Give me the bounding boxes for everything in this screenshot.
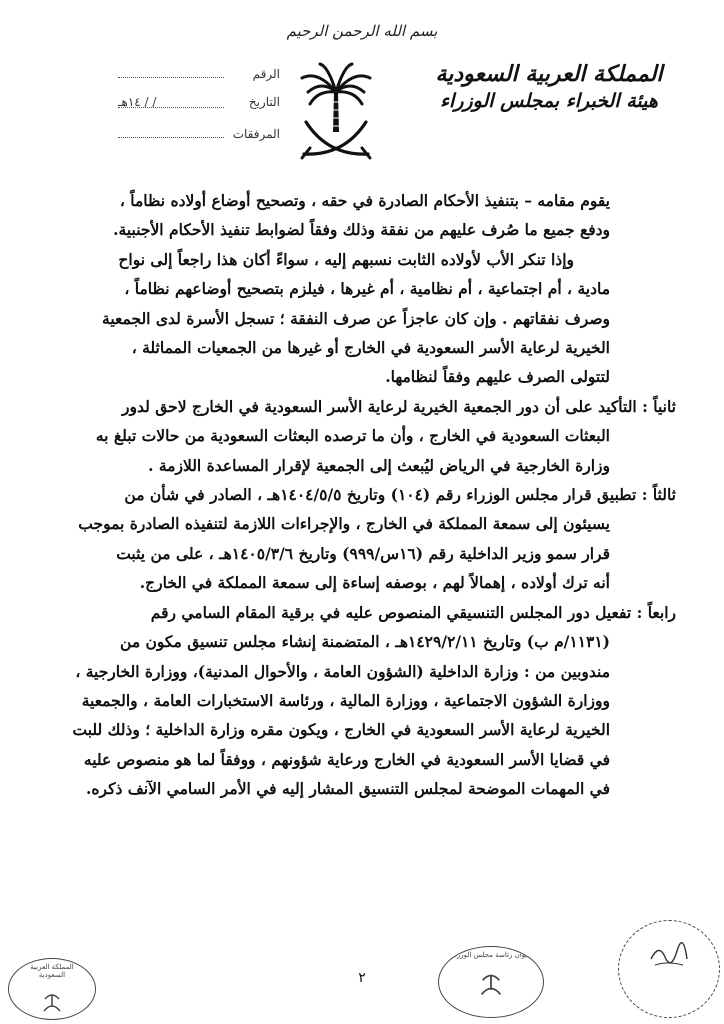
organization-name	[434, 60, 664, 114]
body-line: مادية ، أم اجتماعية ، أم نظامية ، أم غيرها ، فيلزم بتصحيح أوضاعهم نظاماً ،	[124, 279, 610, 299]
body-line: مندوبين من : وزارة الداخلية (الشؤون العامة ، والأحوال المدنية)، ووزارة الخارجية ،	[75, 661, 610, 681]
ref-date-value: / / ١٤هـ	[118, 95, 224, 108]
body-line: وإذا تنكر الأب لأولاده الثابت نسبهم إليه ، سواءً أكان هذا راجعاً إلى نواح	[118, 249, 574, 269]
kingdom-name: المملكة العربية السعودية	[435, 61, 663, 87]
stamp-emblem-icon	[478, 973, 504, 997]
body-line: الخيرية لرعاية الأسر السعودية في الخارج أو غيرها من الجمعيات المماثلة ،	[131, 338, 610, 358]
bureau-name: هيئة الخبراء بمجلس الوزراء	[440, 90, 658, 112]
body-line: ووزارة الشؤون الاجتماعية ، ووزارة المالية ، ورئاسة الاستخبارات العامة ، والجمعية	[81, 690, 610, 710]
ref-date-label: التاريخ	[248, 95, 280, 109]
official-stamp	[438, 946, 544, 1018]
ref-date-row	[118, 95, 280, 125]
body-line: وزارة الخارجية في الرياض ليُبعث إلى الجمعية لإقرار المساعدة اللازمة .	[148, 455, 610, 475]
body-line: الخيرية لرعاية الأسر السعودية في الخارج ، ويكون مقره وزارة الداخلية ؛ وذلك للبت	[72, 720, 610, 740]
ref-attachments-row	[118, 125, 280, 155]
signature-scribble-icon	[649, 939, 689, 969]
official-stamp	[8, 958, 96, 1020]
item-heading-line: ثانياً : التأكيد على أن دور الجمعية الخيرية لرعاية الأسر السعودية في الخارج لاحق لدور	[121, 396, 676, 416]
ref-number-line	[118, 65, 224, 78]
body-line: ودفع جميع ما صُرف عليهم من نفقة وذلك وفقاً لضوابط تنفيذ الأحكام الأجنبية.	[113, 220, 610, 240]
body-line: يسيئون إلى سمعة المملكة في الخارج ، والإجراءات اللازمة لتنفيذه الصادرة بموجب	[78, 514, 610, 534]
stamp-label	[619, 921, 719, 925]
stamp-label: ديوان رئاسة مجلس الوزراء	[451, 951, 531, 959]
body-line: قرار سمو وزير الداخلية رقم (١٦س/٩٩٩) وتاريخ ١٤٠٥/٣/٦هـ ، على من يثبت	[116, 543, 610, 563]
body-line: (١١٣١/م ب) وتاريخ ١٤٢٩/٢/١١هـ ، المتضمنة إنشاء مجلس تنسيق مكون من	[120, 632, 610, 652]
body-line: يقوم مقامه – بتنفيذ الأحكام الصادرة في حقه ، وتصحيح أوضاع أولاده نظاماً ،	[119, 191, 610, 210]
basmala: بسم الله الرحمن الرحيم	[286, 22, 438, 40]
body-line: وصرف نفقاتهم . وإن كان عاجزاً عن صرف النفقة ؛ تسجل الأسرة لدى الجمعية	[102, 308, 610, 328]
item-heading-line: رابعاً : تفعيل دور المجلس التنسيقي المنصوص عليه في برقية المقام السامي رقم	[150, 602, 676, 622]
stamp-label: المملكة العربية السعودية	[30, 963, 74, 979]
body-line: في المهمات الموضحة لمجلس التنسيق المشار إليه في الأمر السامي الآنف ذكره.	[86, 779, 610, 799]
reference-fields	[118, 65, 280, 155]
body-line: البعثات السعودية في الخارج ، وأن ما ترصده البعثات السعودية من حالات تبلغ به	[95, 426, 610, 446]
ref-number-label: الرقم	[252, 67, 280, 81]
body-line: لتتولى الصرف عليهم وفقاً لنظامها.	[385, 367, 610, 387]
document-body	[64, 186, 676, 804]
item-heading-line: ثالثاً : تطبيق قرار مجلس الوزراء رقم (١٠٤) وتاريخ ١٤٠٤/٥/٥هـ ، الصادر في شأن من	[124, 485, 676, 505]
page-number: ٢	[358, 970, 366, 986]
ref-attachments-label: المرفقات	[232, 127, 280, 141]
body-line: أنه ترك أولاده ، إهمالاً لهم ، بوصفه إساءة إلى سمعة المملكة في الخارج.	[139, 573, 610, 593]
official-seal-stamp	[618, 920, 720, 1018]
palm-swords-emblem-icon	[298, 62, 374, 160]
ref-number-row	[118, 65, 280, 95]
ref-attachments-line	[118, 125, 224, 138]
body-line: في قضايا الأسر السعودية في الخارج ورعاية شؤونهم ، ووفقاً لما هو منصوص عليه	[83, 749, 610, 769]
stamp-emblem-icon	[41, 993, 63, 1013]
